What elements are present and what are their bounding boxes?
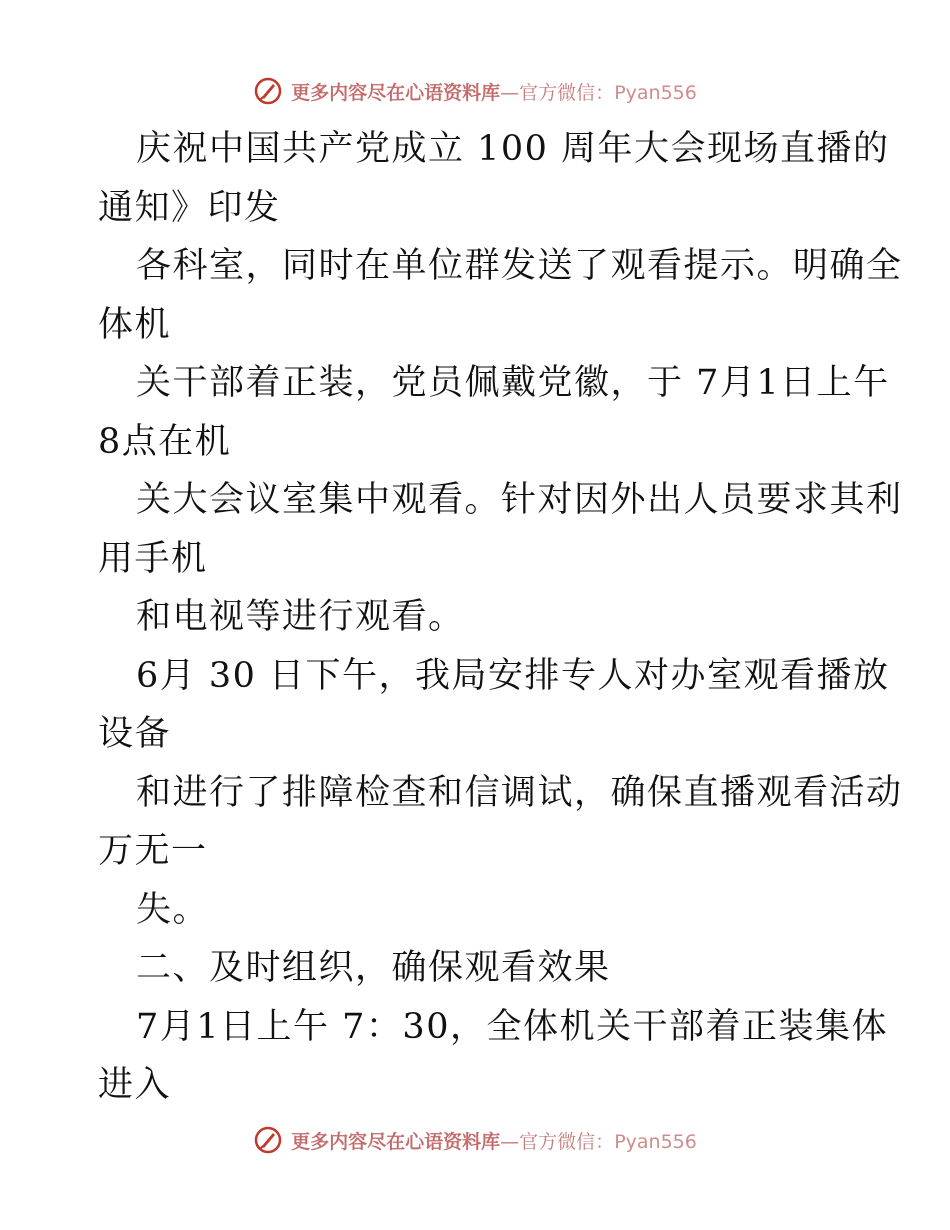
text-line: 二、及时组织，确保观看效果 (136, 948, 611, 988)
watermark-account: Pyan556 (614, 1130, 697, 1153)
footer-watermark (0, 1120, 950, 1160)
watermark-text (291, 78, 697, 105)
header-watermark (0, 71, 950, 111)
text-line: 庆祝中国共产党成立 100 周年大会现场直播的 (136, 129, 890, 169)
watermark-dash: — (500, 81, 520, 104)
text-line: 关大会议室集中观看。针对因外出人员要求其利 (136, 480, 903, 520)
text-line: 失。 (136, 889, 210, 930)
watermark-account: Pyan556 (614, 81, 697, 104)
text-line: 设备 (98, 714, 172, 754)
text-line: 8点在机 (98, 421, 232, 462)
text-line: 进入 (98, 1065, 172, 1105)
text-line: 通知》印发 (98, 187, 281, 228)
watermark-official: 官方微信： (519, 81, 615, 104)
text-line: 6月 30 日下午，我局安排专人对办室观看播放 (136, 655, 890, 696)
text-line: 万无一 (98, 831, 208, 871)
watermark-dash: — (500, 1130, 520, 1153)
text-line: 关干部着正装，党员佩戴党徽，于 7月1日上午 (136, 363, 890, 403)
text-line: 7月1日上午 7：30，全体机关干部着正装集体 (136, 1006, 888, 1047)
text-line: 用手机 (98, 538, 208, 579)
text-line: 体机 (98, 304, 172, 345)
text-line: 各科室，同时在单位群发送了观看提示。明确全 (136, 246, 903, 286)
watermark-text (291, 1127, 697, 1154)
watermark-brand: 更多内容尽在心语资料库 (291, 1130, 501, 1153)
text-line: 和进行了排障检查和信调试，确保直播观看活动 (136, 772, 903, 813)
watermark-official: 官方微信： (519, 1130, 615, 1153)
quill-logo-icon (253, 76, 283, 106)
watermark-brand: 更多内容尽在心语资料库 (291, 81, 501, 104)
body-text (98, 120, 903, 1115)
quill-logo-icon (253, 1125, 283, 1155)
text-line: 和电视等进行观看。 (136, 597, 465, 637)
